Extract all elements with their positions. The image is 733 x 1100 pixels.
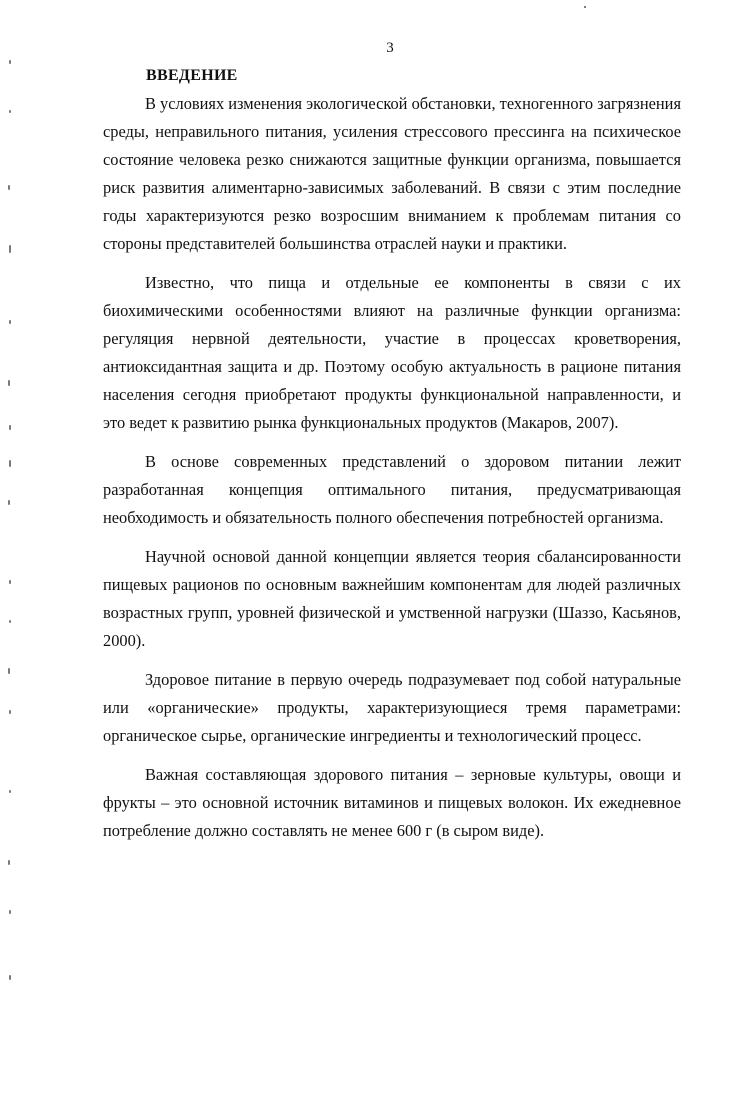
scan-speck (9, 620, 11, 623)
scan-speck (9, 790, 11, 793)
paragraph-3: В основе современных представлений о здоровом питании лежит разработанная концепция оптимального питания, предусматривающая необходимость и обязательность полного обеспечения потребностей организма. (103, 452, 681, 527)
scan-speck (9, 910, 11, 914)
scan-speck (9, 425, 11, 430)
paragraph-5: Здоровое питание в первую очередь подразумевает под собой натуральные или «органические» продукты, характеризующиеся тремя параметрами: органическое сырье, органические ингредиенты и технологический процесс. (103, 670, 681, 745)
scan-speck (9, 460, 11, 467)
scan-speck (9, 710, 11, 714)
scan-speck (8, 500, 10, 505)
scan-speck (8, 185, 10, 190)
scan-speck (8, 668, 10, 674)
scan-speck (9, 60, 11, 64)
scan-speck (9, 245, 11, 253)
scan-speck (9, 110, 11, 113)
paragraph-1: В условиях изменения экологической обстановки, техногенного загрязнения среды, неправильного питания, усиления стрессового прессинга на психическое состояние человека резко снижаются защитные функции организма, повышается риск развития алиментарно-зависимых заболеваний. В связи с этим последние годы характеризуются резко возросшим вниманием к проблемам питания со стороны представителей большинства отраслей науки и практики. (103, 94, 681, 253)
scan-speck (9, 580, 11, 584)
page-number: 3 (386, 40, 394, 56)
body-text (103, 90, 681, 856)
scan-speck (584, 6, 586, 8)
paragraph-4: Научной основой данной концепции является теория сбалансированности пищевых рационов по основным важнейшим компонентам для людей различных возрастных групп, уровней физической и умственной нагрузки (Шаззо, Касьянов, 2000). (103, 547, 681, 650)
paragraph-6: Важная составляющая здорового питания – зерновые культуры, овощи и фрукты – это основной источник витаминов и пищевых волокон. Их ежедневное потребление должно составлять не менее 600 г (в сыром виде). (103, 765, 681, 840)
scan-speck (8, 860, 10, 865)
paragraph-2: Известно, что пища и отдельные ее компоненты в связи с их биохимическими особенностями влияют на различные функции организма: регуляция нервной деятельности, участие в процессах кроветворения, антиоксидантная защита и др. Поэтому особую актуальность в рационе питания населения сегодня приобретают продукты функциональной направленности, и это ведет к развитию рынка функциональных продуктов (Макаров, 2007). (103, 273, 681, 432)
scan-speck (9, 975, 11, 980)
section-heading: ВВЕДЕНИЕ (146, 67, 238, 84)
scan-speck (8, 380, 10, 386)
scan-speck (9, 320, 11, 324)
